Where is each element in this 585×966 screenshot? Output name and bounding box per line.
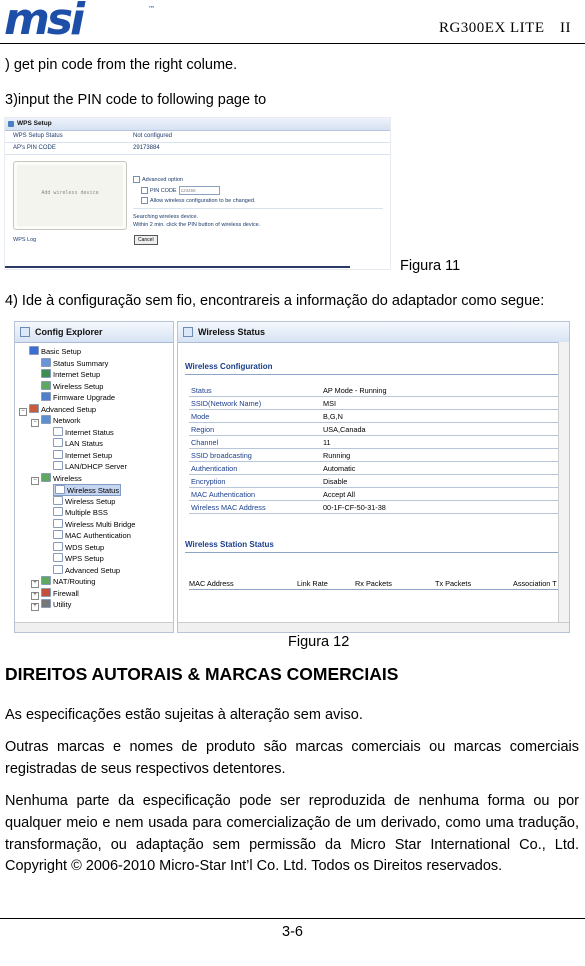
wps-progress-line bbox=[5, 266, 350, 268]
table-row bbox=[189, 488, 559, 501]
msi-logo bbox=[2, 0, 162, 42]
tree-item-label: Firmware Upgrade bbox=[53, 393, 116, 402]
tree-item[interactable] bbox=[53, 461, 127, 471]
horizontal-scrollbar[interactable] bbox=[178, 622, 569, 632]
wireless-config-table bbox=[189, 384, 559, 514]
page-icon bbox=[41, 358, 51, 367]
tree-item-label: Wireless Status bbox=[67, 486, 120, 495]
config-explorer-screenshot bbox=[14, 321, 570, 633]
row-key: SSID(Network Name) bbox=[189, 397, 321, 410]
wps-setup-screenshot bbox=[4, 117, 391, 270]
row-value: Disable bbox=[321, 475, 559, 488]
cancel-button[interactable]: Cancel bbox=[134, 235, 158, 245]
checkbox-icon bbox=[133, 176, 140, 183]
page-icon bbox=[53, 565, 63, 574]
table-row bbox=[189, 384, 559, 397]
row-key: MAC Authentication bbox=[189, 488, 321, 501]
tree-item[interactable] bbox=[29, 346, 81, 356]
page-icon bbox=[29, 346, 39, 355]
page-icon bbox=[53, 553, 63, 562]
instruction-line-1: ) get pin code from the right colume. bbox=[5, 57, 238, 73]
expand-toggle-icon[interactable]: + bbox=[31, 580, 39, 588]
column-header: Link Rate bbox=[297, 579, 328, 588]
page-icon bbox=[53, 530, 63, 539]
row-value: 11 bbox=[321, 436, 559, 449]
tree-item-label: MAC Authentication bbox=[65, 531, 131, 540]
page-icon bbox=[41, 588, 51, 597]
page-icon bbox=[41, 392, 51, 401]
page-icon bbox=[53, 461, 63, 470]
table-row bbox=[189, 423, 559, 436]
tree-item-label: Utility bbox=[53, 600, 72, 609]
table-row bbox=[189, 462, 559, 475]
tree-item[interactable] bbox=[31, 415, 81, 425]
table-row bbox=[189, 449, 559, 462]
column-header: Tx Packets bbox=[435, 579, 472, 588]
tree-item[interactable] bbox=[53, 542, 104, 552]
tree-item[interactable] bbox=[53, 438, 103, 448]
config-explorer-title: Config Explorer bbox=[35, 327, 103, 337]
row-value: MSI bbox=[321, 397, 559, 410]
row-key: Channel bbox=[189, 436, 321, 449]
tree-item-label: Multiple BSS bbox=[65, 508, 108, 517]
tree-item-label: Wireless Setup bbox=[65, 496, 116, 506]
page-icon bbox=[53, 507, 63, 516]
tree-item[interactable] bbox=[53, 519, 135, 529]
config-explorer-title-bar bbox=[15, 322, 173, 343]
add-wireless-device-label: Add wireless device bbox=[41, 190, 99, 196]
within-text: Within 2 min. click the PIN button of wireless device. bbox=[133, 222, 261, 228]
expand-toggle-icon[interactable]: − bbox=[31, 419, 39, 427]
tree-item-label: Internet Setup bbox=[53, 370, 101, 379]
page-icon bbox=[41, 576, 51, 585]
row-key: Encryption bbox=[189, 475, 321, 488]
page-icon bbox=[53, 438, 63, 447]
page-icon bbox=[41, 415, 51, 424]
explorer-icon bbox=[20, 327, 30, 337]
tree-item[interactable] bbox=[31, 588, 79, 598]
station-table-header bbox=[189, 579, 565, 590]
copyright-notice: Nenhuma parte da especificação pode ser reproduzida de nenhuma forma ou por qualquer meio e nem usada para comercialização de um derivado, como uma tradução, transformação, ou adaptação sem permissão da Micro Star International Co., Ltd. Copyright © 2006-2010 Micro-Star Int’l Co. Ltd. Todos os Direitos reservados. bbox=[5, 793, 579, 875]
tree-item-label: WDS Setup bbox=[65, 542, 105, 552]
tree-item[interactable] bbox=[53, 565, 120, 575]
wps-title-bar bbox=[5, 118, 390, 131]
tree-item-label: Internet Status bbox=[65, 427, 114, 437]
tree-item[interactable] bbox=[53, 553, 104, 563]
row-key: Wireless MAC Address bbox=[189, 501, 321, 514]
instruction-line-3: 4) Ide à configuração sem fio, encontrareis a informação do adaptador como segue: bbox=[5, 293, 545, 309]
figure-11-caption: Figura 11 bbox=[400, 258, 461, 274]
checkbox-icon bbox=[141, 187, 148, 194]
column-header: Rx Packets bbox=[355, 579, 392, 588]
wps-icon bbox=[8, 121, 14, 127]
footer-rule bbox=[0, 918, 585, 919]
tree-item[interactable] bbox=[31, 576, 95, 586]
wps-row bbox=[5, 143, 390, 155]
row-value: Automatic bbox=[321, 462, 559, 475]
tree-item[interactable] bbox=[53, 450, 112, 460]
row-key: Mode bbox=[189, 410, 321, 423]
column-header: Association T bbox=[513, 579, 557, 588]
tree-item-label: Status Summary bbox=[53, 358, 109, 368]
tree-item[interactable] bbox=[41, 381, 103, 391]
page-icon bbox=[41, 369, 51, 378]
wireless-status-pane bbox=[177, 321, 570, 633]
tree-item-label: Network bbox=[53, 416, 81, 425]
wps-log-label: WPS Log bbox=[13, 237, 37, 243]
page-icon bbox=[53, 542, 63, 551]
tree-item[interactable] bbox=[53, 496, 115, 506]
row-key: Status bbox=[189, 384, 321, 397]
page-icon bbox=[53, 450, 63, 459]
page-icon bbox=[53, 496, 63, 505]
status-icon bbox=[183, 327, 193, 337]
tree-item-label: LAN Status bbox=[65, 439, 103, 448]
expand-toggle-icon[interactable]: − bbox=[19, 408, 27, 416]
tree-item[interactable] bbox=[31, 473, 82, 483]
row-value: Running bbox=[321, 449, 559, 462]
row-value: AP Mode - Running bbox=[321, 384, 559, 397]
tree-item-label: Internet Setup bbox=[65, 450, 113, 460]
tree-item-label: WPS Setup bbox=[65, 554, 104, 563]
svg-text:™: ™ bbox=[148, 5, 155, 13]
tree-item[interactable] bbox=[53, 427, 114, 437]
tree-item-label: Wireless Setup bbox=[53, 381, 104, 391]
wps-status-label: WPS Setup Status bbox=[13, 133, 63, 139]
table-row bbox=[189, 475, 559, 488]
wps-status-value: Not configured bbox=[133, 133, 173, 139]
wireless-status-title: Wireless Status bbox=[198, 327, 265, 337]
wps-row bbox=[5, 131, 390, 143]
tree-item[interactable] bbox=[53, 484, 121, 496]
table-row bbox=[189, 410, 559, 423]
wps-title: WPS Setup bbox=[17, 120, 52, 127]
page-icon bbox=[53, 519, 63, 528]
tree-item-label: Basic Setup bbox=[41, 347, 82, 356]
table-row bbox=[189, 501, 559, 514]
specs-notice: As especificações estão sujeitas à alteração sem aviso. bbox=[5, 707, 363, 723]
svg-text:msi: msi bbox=[4, 0, 83, 42]
pin-code-input[interactable]: 123456 bbox=[179, 186, 220, 195]
row-key: Authentication bbox=[189, 462, 321, 475]
expand-toggle-icon[interactable]: + bbox=[31, 592, 39, 600]
row-value: B,G,N bbox=[321, 410, 559, 423]
wps-divider bbox=[133, 208, 383, 209]
heading-rule bbox=[185, 552, 565, 553]
tree-item[interactable] bbox=[19, 404, 96, 414]
row-value: 00-1F-CF-50-31-38 bbox=[321, 501, 559, 514]
page-icon bbox=[53, 427, 63, 436]
page-icon bbox=[29, 404, 39, 413]
advanced-option[interactable]: Advanced option bbox=[133, 176, 183, 183]
row-key: SSID broadcasting bbox=[189, 449, 321, 462]
tree-item-label: Advanced Setup bbox=[41, 404, 97, 414]
tree-item[interactable] bbox=[41, 369, 100, 379]
copyright-heading: DIREITOS AUTORAIS & MARCAS COMERCIAIS bbox=[5, 664, 399, 684]
page-icon bbox=[55, 485, 65, 494]
row-value: Accept All bbox=[321, 488, 559, 501]
expand-toggle-icon[interactable]: − bbox=[31, 477, 39, 485]
page-icon bbox=[41, 599, 51, 608]
pin-code-option[interactable]: PIN CODE 123456 bbox=[141, 186, 220, 195]
page-number: 3-6 bbox=[282, 924, 303, 940]
horizontal-scrollbar[interactable] bbox=[15, 622, 173, 632]
instruction-line-2: 3)input the PIN code to following page to bbox=[5, 92, 267, 108]
allow-config-option[interactable]: Allow wireless configuration to be changed. bbox=[141, 197, 255, 204]
expand-toggle-icon[interactable]: + bbox=[31, 603, 39, 611]
wireless-config-heading: Wireless Configuration bbox=[185, 362, 273, 371]
header-rule bbox=[0, 43, 585, 44]
tree-item-label: Firewall bbox=[53, 588, 79, 598]
tree-item[interactable] bbox=[53, 507, 108, 517]
table-row bbox=[189, 397, 559, 410]
tree-item[interactable] bbox=[41, 358, 108, 368]
figure-12-caption: Figura 12 bbox=[288, 634, 350, 650]
table-row bbox=[189, 436, 559, 449]
config-explorer-pane bbox=[14, 321, 174, 633]
checkbox-icon bbox=[141, 197, 148, 204]
tree-item[interactable] bbox=[41, 392, 115, 402]
row-value: USA,Canada bbox=[321, 423, 559, 436]
page-icon bbox=[41, 381, 51, 390]
add-wireless-device-button[interactable] bbox=[13, 161, 127, 230]
tree-item-label: Wireless Multi Bridge bbox=[65, 519, 136, 529]
wireless-status-title-bar bbox=[178, 322, 569, 343]
tree-item[interactable] bbox=[53, 530, 131, 540]
trademark-notice: Outras marcas e nomes de produto são marcas comerciais ou marcas comerciais registradas de seus respectivos detentores. bbox=[5, 739, 579, 777]
tree-item-label: NAT/Routing bbox=[53, 577, 96, 586]
ap-pin-label: AP's PIN CODE bbox=[13, 145, 56, 151]
heading-rule bbox=[185, 374, 565, 375]
searching-text: Searching wireless device. bbox=[133, 214, 199, 220]
column-header: MAC Address bbox=[189, 579, 234, 588]
tree-item[interactable] bbox=[31, 599, 71, 609]
ap-pin-value: 29173884 bbox=[133, 145, 160, 151]
tree-item-label: Wireless bbox=[53, 473, 82, 483]
tree-item-label: Advanced Setup bbox=[65, 565, 121, 575]
station-status-heading: Wireless Station Status bbox=[185, 540, 274, 549]
page-icon bbox=[41, 473, 51, 482]
vertical-scrollbar[interactable] bbox=[558, 342, 569, 624]
tree-item-label: LAN/DHCP Server bbox=[65, 462, 127, 471]
model-name: RG300EX LITE II bbox=[438, 20, 571, 36]
row-key: Region bbox=[189, 423, 321, 436]
